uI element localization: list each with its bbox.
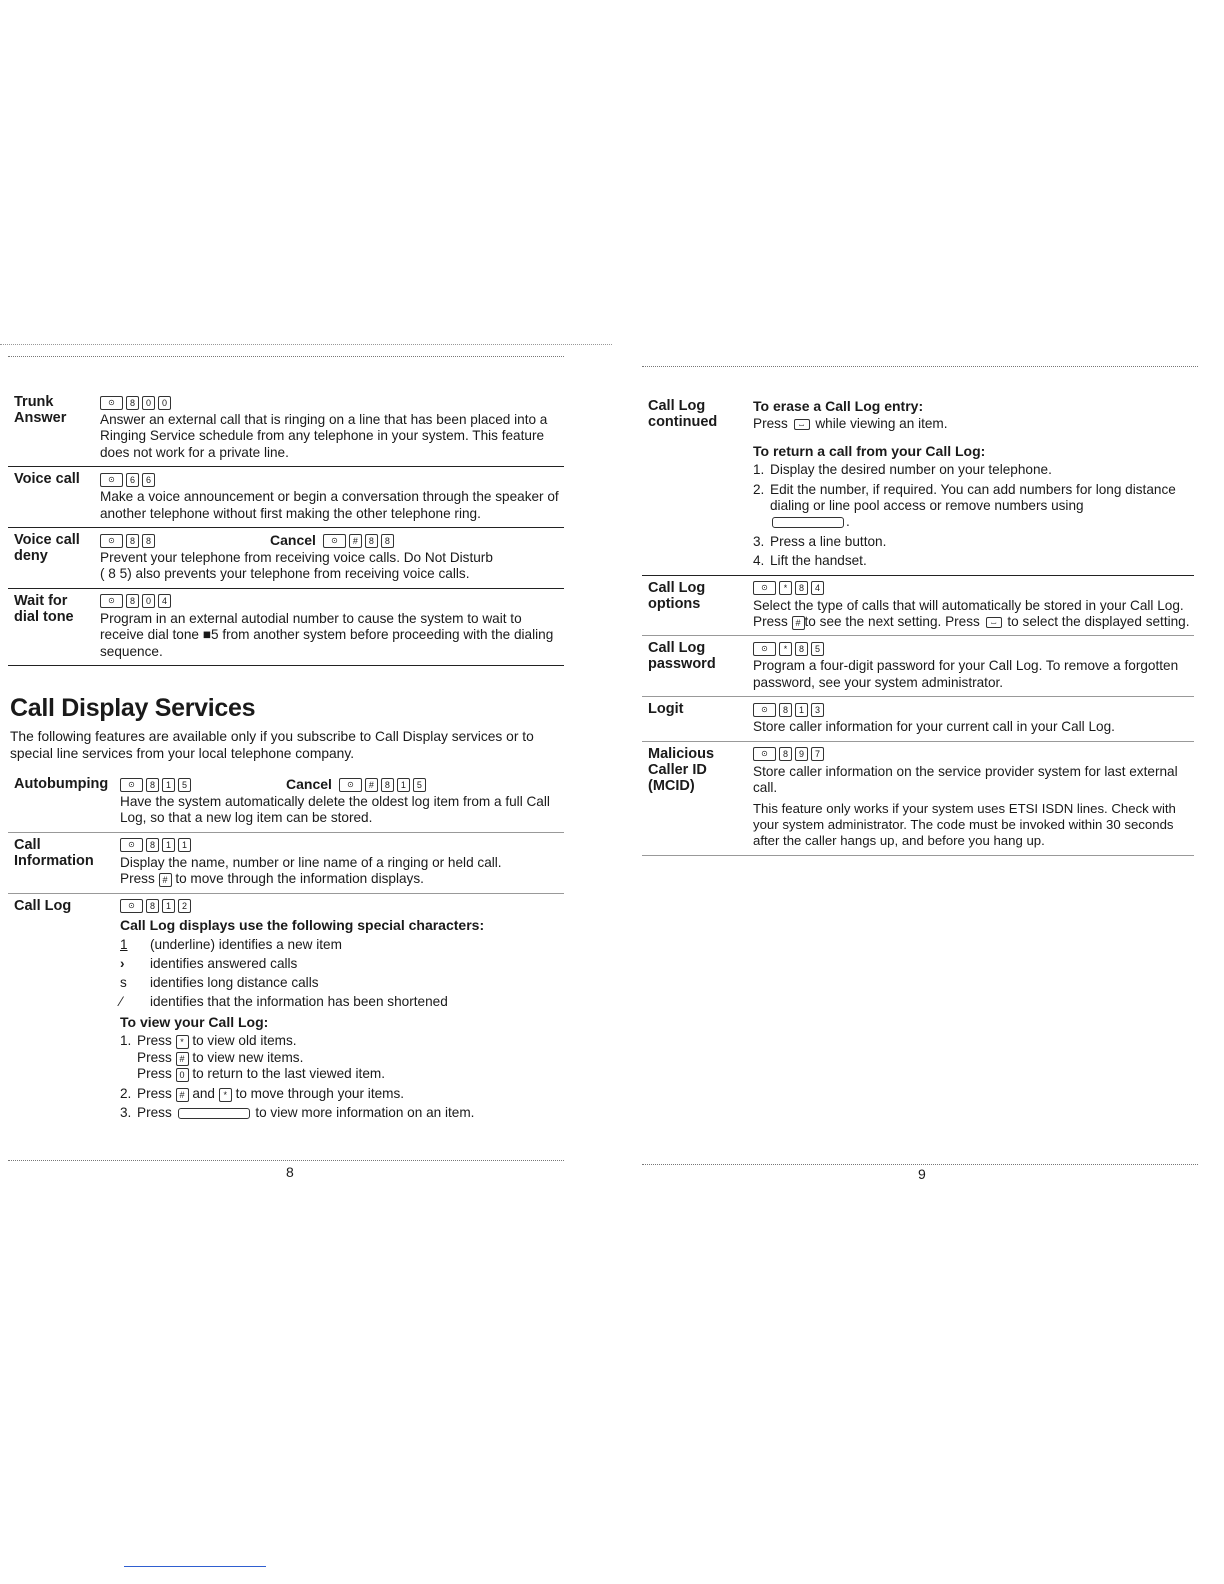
page-left xyxy=(8,390,564,666)
key-sequence: ⊙ 8 1 2 xyxy=(120,898,564,915)
feature-label: Call Log password xyxy=(648,640,716,673)
feature-description: Program in an external autodial number to cause the system to wait to receive dial tone ■5 from another system before proceeding with the dialing sequence. xyxy=(100,610,554,659)
feature-label: Malicious Caller ID (MCID) xyxy=(648,745,715,794)
key-sequence: ⊙ 8 0 0 xyxy=(100,394,564,411)
feature-description: Store caller information for your current call in your Call Log. xyxy=(753,719,1115,735)
symbol-list: 1 (underline) identifies a new item › identifies answered calls s identifies long distance calls ⁄ identifies that the information has been shortened xyxy=(120,937,448,1010)
feature-label: Voice call deny xyxy=(14,532,80,565)
feature-label: Logit xyxy=(648,701,684,718)
feature-description: Make a voice announcement or begin a conversation through the speaker of another telephone without first making the other telephone ring. xyxy=(100,489,559,521)
view-call-log-heading: To view your Call Log: xyxy=(120,1014,269,1031)
page-right xyxy=(642,394,1194,856)
key-sequence: ⊙ 6 6 xyxy=(100,471,564,488)
feature-description: Store caller information on the service provider system for last external call. xyxy=(753,763,1178,796)
feature-label: Trunk Answer xyxy=(14,394,67,426)
feature-label: Call Information xyxy=(14,836,94,869)
erase-heading: To erase a Call Log entry: xyxy=(753,398,924,414)
feature-logit xyxy=(642,697,1194,741)
key-sequence: ⊙ 8 9 7 xyxy=(753,746,1194,763)
key-sequence: ⊙ 8 0 4 xyxy=(100,593,564,610)
feature-call-information xyxy=(8,833,564,894)
feature-description: Have the system automatically delete the oldest log item from a full Call Log, so that a new log item can be stored. xyxy=(120,794,550,826)
cancel-label: Cancel xyxy=(286,776,332,793)
page-number-right: 9 xyxy=(918,1166,926,1182)
feature-description-2: This feature only works if your system uses ETSI ISDN lines. Check with your system administrator. The code must be invoked within 30 seconds after the caller hangs up, and before you hang up. xyxy=(753,800,1176,849)
feature-label: Voice call xyxy=(14,471,80,488)
feature-call-log-options: Call Log options ⊙ * 8 4 Select the type of calls that will automatically be stored in your Call Log. Press # to see the next setting. Press ⌴ to select the displayed setting. xyxy=(642,576,1194,637)
feature-label: Call Log xyxy=(14,897,72,914)
key-sequence: ⊙ 8 8 Cancel ⊙ # 8 8 xyxy=(100,532,564,549)
hash-key-icon: # xyxy=(176,1052,189,1066)
bottom-rule-right xyxy=(642,1164,1198,1165)
key-sequence: ⊙ 8 1 3 xyxy=(753,701,1194,718)
feature-mcid xyxy=(642,742,1194,856)
key-sequence: ⊙ * 8 4 xyxy=(753,580,1194,597)
key-sequence: ⊙ * 8 5 xyxy=(753,640,1194,657)
key-sequence: ⊙ 8 1 1 xyxy=(120,837,564,854)
feature-wait-for-dial-tone xyxy=(8,589,564,666)
section-intro: The following features are available only if you subscribe to Call Display services or to special line services from your local telephone company. xyxy=(10,729,534,761)
feature-voice-call xyxy=(8,467,564,528)
hash-key-icon: # xyxy=(176,1088,189,1102)
volume-bar-icon xyxy=(772,517,844,528)
feature-call-log: Call Log ⊙ 8 1 2 Call Log displays use the following special characters: 1 (underline) identifies a new item › identifies answered calls s identifies long distance calls ⁄ identifies that the information has been shortened To view your Call Log: 1. Press * to view old items. Press # to view new items. Press 0 to return to the last viewed item. 2. Press # and * to move through your items. 3. Press to view more information on an item. xyxy=(8,894,564,1127)
star-key-icon: * xyxy=(176,1035,189,1049)
top-rule-left-2 xyxy=(8,356,564,357)
return-heading: To return a call from your Call Log: xyxy=(753,442,986,459)
feature-call-log-password xyxy=(642,636,1194,697)
feature-description: Display the name, number or line name of a ringing or held call. xyxy=(120,854,502,870)
feature-description-2: ( 8 5) also prevents your telephone from receiving voice calls. xyxy=(100,566,470,582)
feature-label: Wait for dial tone xyxy=(14,592,74,625)
call-log-special-heading: Call Log displays use the following special characters: xyxy=(120,916,485,933)
feature-autobumping xyxy=(8,772,564,833)
footer-link-line xyxy=(124,1566,266,1567)
top-rule-left xyxy=(0,344,612,345)
key-sequence: ⊙ 8 1 5 Cancel ⊙ # 8 1 5 xyxy=(120,776,564,793)
star-key-icon: * xyxy=(219,1088,232,1102)
section-title: Call Display Services xyxy=(10,694,256,722)
zero-key-icon: 0 xyxy=(176,1068,189,1082)
erase-key-icon: ⌴ xyxy=(794,419,810,430)
feature-description: Prevent your telephone from receiving voice calls. Do Not Disturb xyxy=(100,550,493,566)
feature-label: Autobumping xyxy=(14,776,109,792)
cancel-label: Cancel xyxy=(270,532,316,549)
hash-key-icon: # xyxy=(159,873,172,887)
feature-label: Call Log options xyxy=(648,579,706,612)
feature-description: Program a four-digit password for your Call Log. To remove a forgotten password, see your system administrator. xyxy=(753,658,1179,690)
feature-trunk-answer xyxy=(8,390,564,467)
hash-key-icon: # xyxy=(792,616,805,630)
select-key-icon: ⌴ xyxy=(986,617,1002,628)
volume-bar-icon xyxy=(178,1108,250,1119)
top-rule-right xyxy=(642,366,1198,367)
call-display-list xyxy=(8,772,564,1126)
bottom-rule-left xyxy=(8,1160,564,1161)
feature-call-log-continued: Call Log continued To erase a Call Log entry: Press ⌴ while viewing an item. To return a call from your Call Log: 1. Display the desired number on your telephone. 2. Edit the number, if required. You can add numbers for long distance dialing or line pool access or remove numbers using . 3. Press a line button. 4. Lift the handset. xyxy=(642,394,1194,576)
feature-voice-call-deny xyxy=(8,528,564,589)
page-number-left: 8 xyxy=(286,1164,294,1180)
feature-label: Call Log continued xyxy=(648,398,718,430)
feature-description: Answer an external call that is ringing on a line that has been placed into a Ringing Service schedule from any telephone in your system. This feature does not work for a private line. xyxy=(100,412,548,460)
feature-description-2: Press # to move through the information displays. xyxy=(120,871,424,887)
